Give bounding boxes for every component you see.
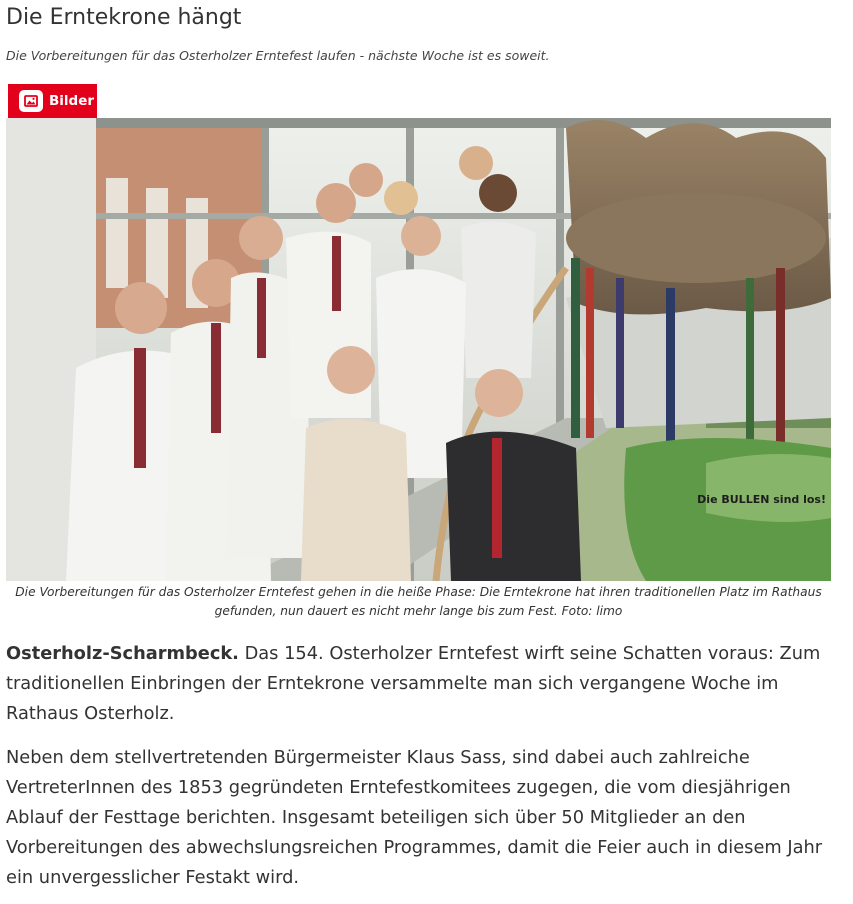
article-paragraph-2: Neben dem stellvertretenden Bürgermeister Klaus Sass, sind dabei auch zahlreiche VertreterInnen des 1853 gegründeten Erntefestkomitees zugegen, die vom diesjährigen Ablauf der Festtage berichten. Insgesamt beteiligen sich über 50 Mitglieder an den Vorbereitungen des abwechslungsreichen Programmes, damit die Feier auch in diesem Jahr ein unvergesslicher Festakt wird.: [6, 747, 823, 888]
article-teaser: Die Vorbereitungen für das Osterholzer Erntefest laufen - nächste Woche ist es soweit.: [6, 48, 550, 63]
gallery-badge-label: Bilder: [49, 93, 95, 109]
photo-caption: Die Vorbereitungen für das Osterholzer Erntefest gehen in die heiße Phase: Die Erntekrone hat ihren traditionellen Platz im Rathaus gefunden, nun dauert es nicht mehr lange bis zum Fest. Foto: limo: [15, 585, 822, 618]
dateline: Osterholz-Scharmbeck.: [6, 643, 239, 664]
mural-text: Die BULLEN sind los!: [697, 493, 826, 506]
gallery-badge-button[interactable]: [8, 84, 97, 118]
article-paragraph-1: [6, 639, 832, 729]
article-photo[interactable]: [6, 118, 831, 581]
image-icon: [19, 90, 43, 112]
article-headline: Die Erntekrone hängt: [6, 5, 242, 30]
paragraph-1-text: Das 154. Osterholzer Erntefest wirft seine Schatten voraus: Zum traditionellen Einbringen der Erntekrone versammelte man sich vergangene Woche im Rathaus Osterholz.: [6, 643, 821, 724]
group-photo-illustration: [6, 118, 831, 581]
